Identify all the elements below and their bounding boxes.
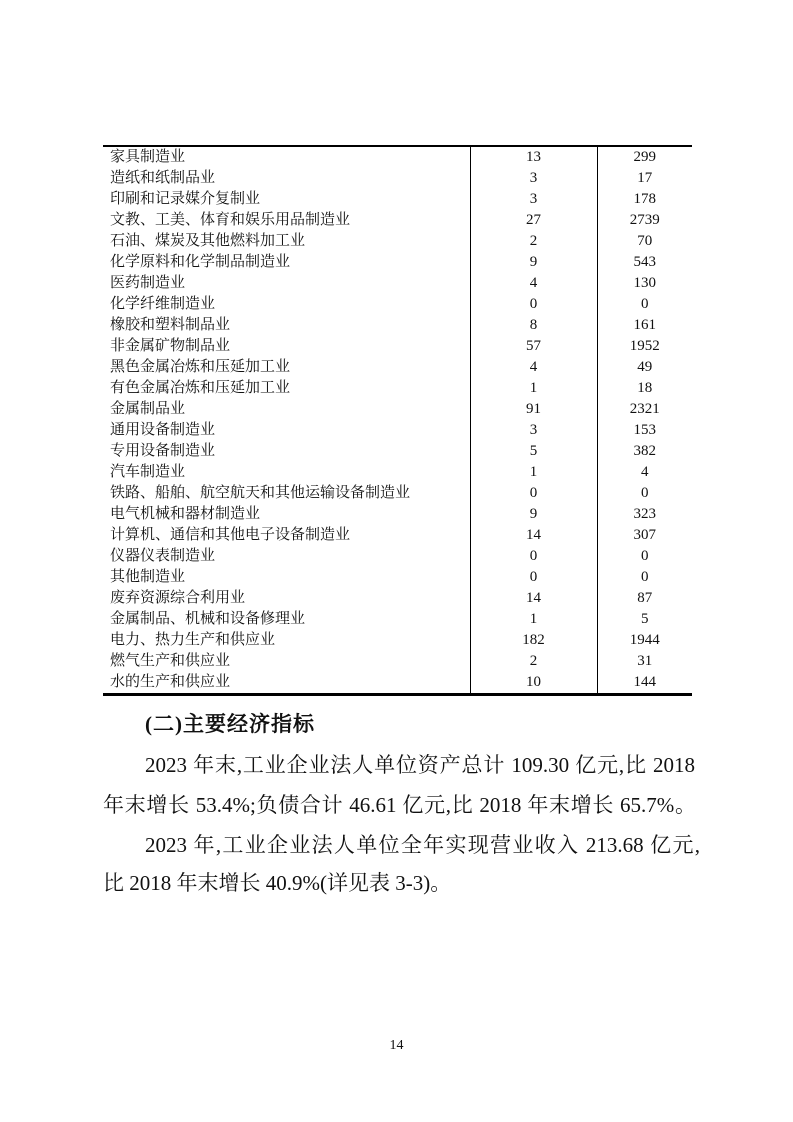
table-row (103, 231, 692, 252)
value-col1-cell: 91 (470, 399, 597, 420)
page-number: 14 (389, 1038, 404, 1053)
value-col2-cell: 307 (633, 527, 656, 543)
industry-name-cell: 文教、工美、体育和娱乐用品制造业 (103, 210, 470, 231)
value-col1-cell: 9 (470, 252, 597, 273)
value-col2-cell: 17 (637, 170, 653, 186)
value-col2-cell: 144 (633, 674, 656, 690)
industry-name-cell: 石油、煤炭及其他燃料加工业 (103, 231, 470, 252)
table-row (103, 294, 692, 315)
table-row (103, 462, 692, 483)
table-row (103, 315, 692, 336)
paragraph-2-line-1: 2023 年,工业企业法人单位全年实现营业收入 213.68 亿元, (145, 833, 700, 857)
value-col1-cell: 10 (470, 672, 597, 695)
industry-name-cell: 非金属矿物制品业 (103, 336, 470, 357)
industry-statistics-table-wrap (103, 145, 692, 696)
value-col2-cell: 1952 (629, 338, 660, 354)
value-col2-cell: 5 (641, 611, 649, 627)
paragraph-1-line-2: 年末增长 53.4%;负债合计 46.61 亿元,比 2018 年末增长 65.7%。 (103, 793, 696, 817)
value-col1-cell: 1 (470, 609, 597, 630)
value-col2-cell: 323 (633, 506, 656, 522)
industry-name-cell: 汽车制造业 (103, 462, 470, 483)
table-row (103, 567, 692, 588)
paragraph-2-line-2: 比 2018 年末增长 40.9%(详见表 3-3)。 (103, 871, 452, 895)
table-row (103, 210, 692, 231)
value-col1-cell: 1 (470, 378, 597, 399)
value-col1-cell: 4 (470, 273, 597, 294)
table-row (103, 525, 692, 546)
industry-name-cell: 医药制造业 (103, 273, 470, 294)
value-col1-cell: 182 (470, 630, 597, 651)
value-col1-cell: 8 (470, 315, 597, 336)
industry-name-cell: 黑色金属冶炼和压延加工业 (103, 357, 470, 378)
industry-name-cell: 水的生产和供应业 (103, 672, 470, 695)
industry-name-cell: 金属制品、机械和设备修理业 (103, 609, 470, 630)
industry-name-cell: 通用设备制造业 (103, 420, 470, 441)
value-col1-cell: 0 (470, 546, 597, 567)
industry-name-cell: 其他制造业 (103, 567, 470, 588)
industry-name-cell: 燃气生产和供应业 (103, 651, 470, 672)
value-col2-cell: 49 (637, 359, 653, 375)
value-col2-cell: 70 (637, 233, 653, 249)
industry-name-cell: 废弃资源综合利用业 (103, 588, 470, 609)
value-col1-cell: 0 (470, 294, 597, 315)
industry-name-cell: 计算机、通信和其他电子设备制造业 (103, 525, 470, 546)
value-col2-cell: 0 (641, 569, 649, 585)
value-col2-cell: 1944 (629, 632, 660, 648)
industry-statistics-table (103, 145, 692, 696)
table-row (103, 420, 692, 441)
table-row (103, 504, 692, 525)
value-col1-cell: 2 (470, 651, 597, 672)
value-col2-cell: 543 (633, 254, 656, 270)
industry-name-cell: 造纸和纸制品业 (103, 168, 470, 189)
value-col1-cell: 14 (470, 525, 597, 546)
value-col1-cell: 57 (470, 336, 597, 357)
table-row (103, 357, 692, 378)
value-col2-cell: 161 (633, 317, 656, 333)
table-row (103, 483, 692, 504)
table-row (103, 168, 692, 189)
value-col2-cell: 2739 (629, 212, 660, 228)
value-col1-cell: 4 (470, 357, 597, 378)
value-col2-cell: 87 (637, 590, 653, 606)
value-col2-cell: 153 (633, 422, 656, 438)
value-col2-cell: 299 (633, 149, 656, 165)
value-col2-cell: 130 (633, 275, 656, 291)
table-row (103, 651, 692, 672)
industry-name-cell: 铁路、船舶、航空航天和其他运输设备制造业 (103, 483, 470, 504)
value-col1-cell: 3 (470, 168, 597, 189)
table-row (103, 252, 692, 273)
value-col1-cell: 13 (470, 146, 597, 168)
industry-name-cell: 家具制造业 (103, 146, 470, 168)
value-col1-cell: 27 (470, 210, 597, 231)
industry-name-cell: 金属制品业 (103, 399, 470, 420)
industry-table-body (103, 146, 692, 695)
value-col1-cell: 0 (470, 567, 597, 588)
table-row (103, 630, 692, 651)
table-row (103, 441, 692, 462)
value-col1-cell: 3 (470, 420, 597, 441)
industry-name-cell: 印刷和记录媒介复制业 (103, 189, 470, 210)
industry-name-cell: 化学原料和化学制品制造业 (103, 252, 470, 273)
value-col1-cell: 3 (470, 189, 597, 210)
industry-name-cell: 专用设备制造业 (103, 441, 470, 462)
value-col2-cell: 31 (637, 653, 653, 669)
table-row (103, 378, 692, 399)
value-col2-cell: 0 (641, 548, 649, 564)
value-col2-cell: 382 (633, 443, 656, 459)
industry-name-cell: 有色金属冶炼和压延加工业 (103, 378, 470, 399)
table-row (103, 609, 692, 630)
table-row (103, 546, 692, 567)
table-row (103, 146, 692, 168)
value-col2-cell: 4 (641, 464, 649, 480)
industry-name-cell: 电力、热力生产和供应业 (103, 630, 470, 651)
table-row (103, 336, 692, 357)
industry-name-cell: 橡胶和塑料制品业 (103, 315, 470, 336)
value-col2-cell: 2321 (629, 401, 660, 417)
section-heading: (二)主要经济指标 (145, 712, 315, 736)
value-col2-cell: 18 (637, 380, 653, 396)
table-row (103, 399, 692, 420)
value-col1-cell: 9 (470, 504, 597, 525)
value-col1-cell: 0 (470, 483, 597, 504)
industry-name-cell: 化学纤维制造业 (103, 294, 470, 315)
table-row (103, 273, 692, 294)
value-col2-cell: 0 (641, 485, 649, 501)
table-row (103, 189, 692, 210)
industry-name-cell: 仪器仪表制造业 (103, 546, 470, 567)
value-col1-cell: 14 (470, 588, 597, 609)
value-col1-cell: 1 (470, 462, 597, 483)
value-col2-cell: 178 (633, 191, 656, 207)
value-col2-cell: 0 (641, 296, 649, 312)
paragraph-1-line-1: 2023 年末,工业企业法人单位资产总计 109.30 亿元,比 2018 (145, 753, 695, 777)
table-row (103, 588, 692, 609)
table-row (103, 672, 692, 695)
value-col1-cell: 2 (470, 231, 597, 252)
value-col1-cell: 5 (470, 441, 597, 462)
industry-name-cell: 电气机械和器材制造业 (103, 504, 470, 525)
